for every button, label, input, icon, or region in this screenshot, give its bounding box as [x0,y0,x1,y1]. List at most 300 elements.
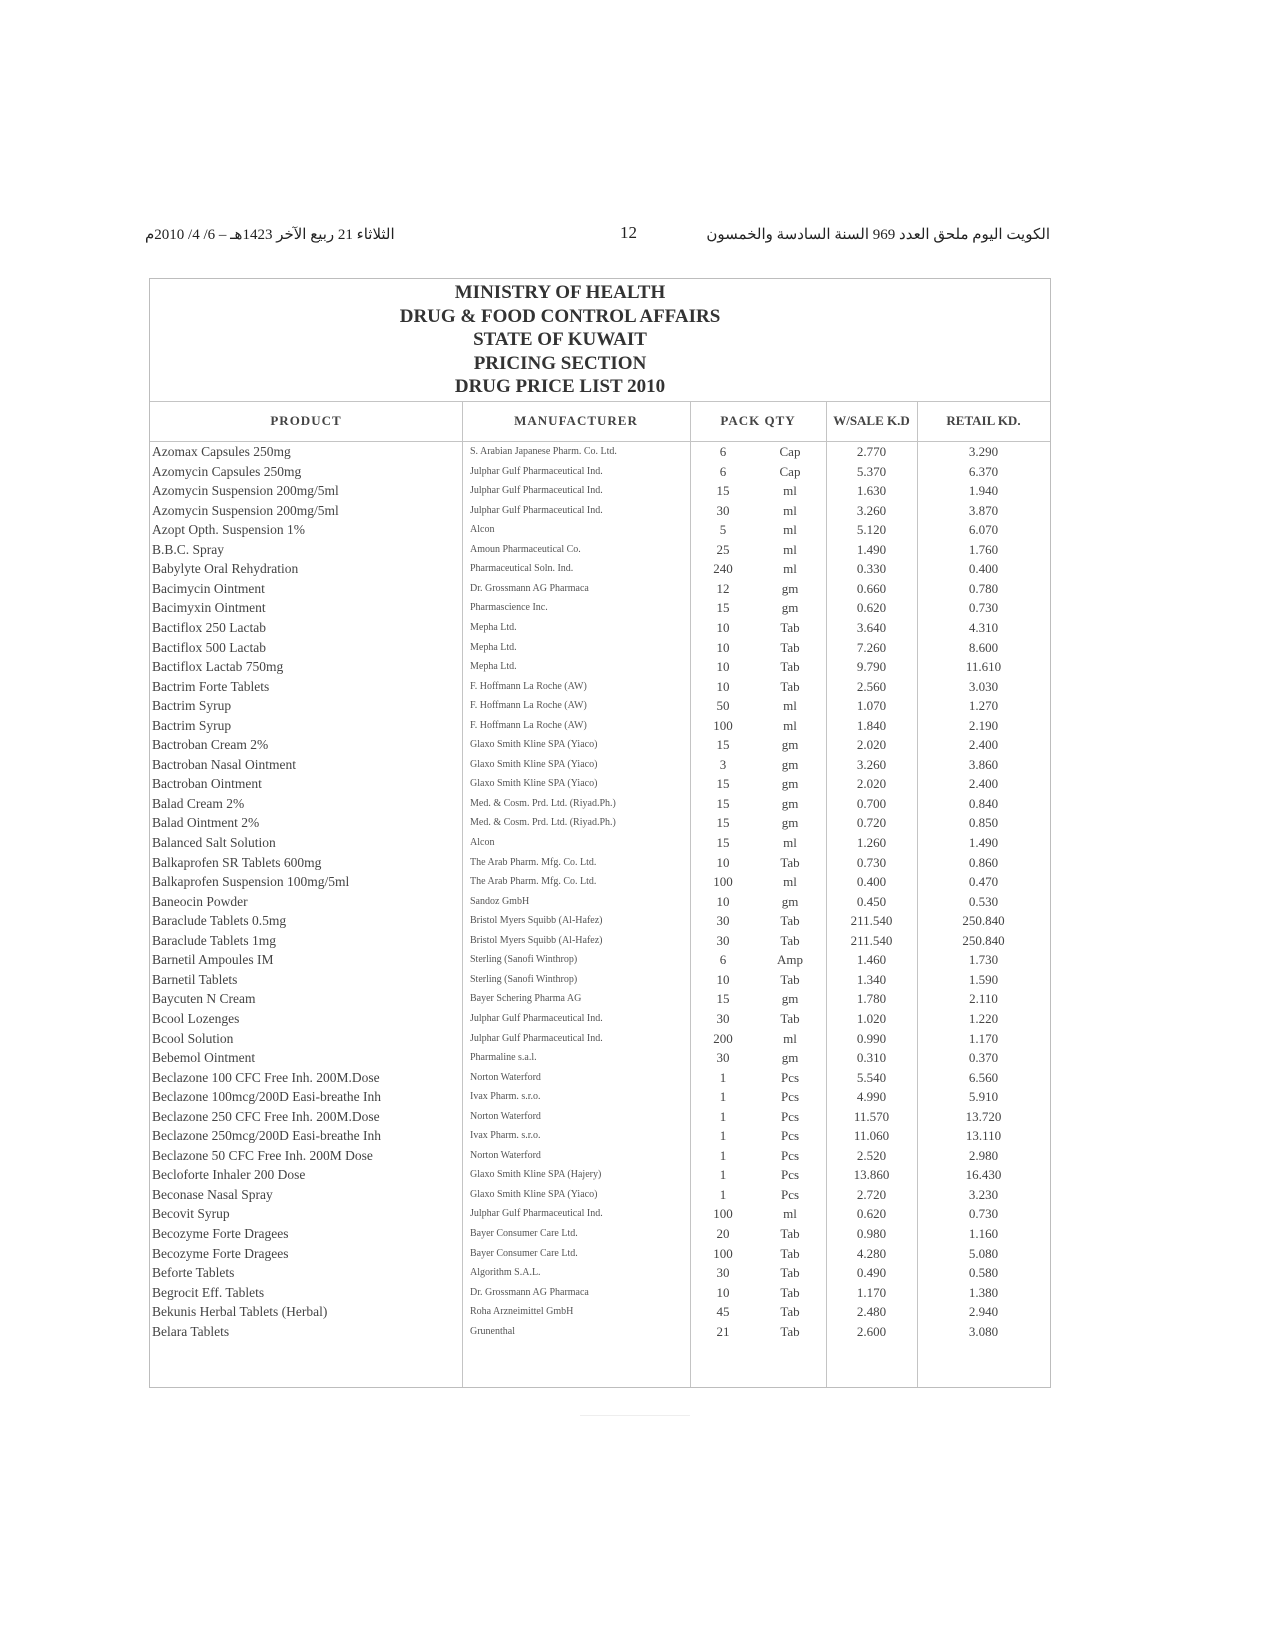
cell-manufacturer: Glaxo Smith Kline SPA (Yiaco) [470,758,598,770]
table-row [150,932,1050,952]
cell-wsale: 0.400 [856,874,887,890]
cell-pack: 15 [716,835,730,850]
cell-wsale: 1.840 [856,717,887,733]
cell-product: Bacimycin Ointment [152,580,265,596]
table-row [150,814,1050,834]
cell-product: B.B.C. Spray [152,541,225,557]
table-row [150,521,1050,541]
cell-product: Bactrim Syrup [152,698,232,714]
cell-unit: Tab [780,971,800,987]
cell-manufacturer: Norton Waterford [470,1110,541,1122]
cell-wsale: 0.990 [856,1030,887,1046]
table-row [150,1030,1050,1050]
table-row [150,599,1050,619]
cell-manufacturer: Alcon [470,524,495,536]
table-row [150,951,1050,971]
cell-product: Babylyte Oral Rehydration [152,561,299,577]
table-row [150,580,1050,600]
cell-manufacturer: Glaxo Smith Kline SPA (Yiaco) [470,739,598,751]
cell-pack: 10 [716,971,730,987]
cell-unit: Tab [780,1323,800,1339]
cell-retail: 2.110 [969,991,998,1007]
cell-retail: 3.860 [968,756,999,772]
table-row [150,756,1050,776]
cell-wsale: 1.260 [856,835,887,850]
cell-manufacturer: Norton Waterford [470,1149,541,1161]
cell-pack: 12 [716,580,730,596]
cell-manufacturer: Roha Arzneimittel GmbH [470,1306,574,1318]
cell-product: Bactiflox 500 Lactab [152,639,266,655]
cell-pack: 6 [719,444,727,459]
cell-wsale: 13.860 [853,1167,890,1183]
cell-product: Bekunis Herbal Tablets (Herbal) [152,1304,328,1320]
cell-pack: 10 [716,619,730,635]
table-row [150,1049,1050,1069]
cell-unit: Pcs [780,1108,800,1124]
cell-wsale: 1.490 [856,541,887,557]
cell-pack: 50 [716,698,730,714]
cell-unit: ml [783,522,797,538]
cell-product: Beclazone 100 CFC Free Inh. 200M.Dose [152,1069,380,1085]
cell-pack: 25 [716,541,730,557]
cell-pack: 10 [716,678,730,694]
cell-retail: 2.190 [968,717,999,733]
cell-retail: 3.290 [968,444,999,459]
cell-unit: Tab [780,1010,800,1026]
cell-wsale: 4.280 [856,1245,887,1261]
table-row [150,1166,1050,1186]
cell-retail: 1.590 [968,971,999,987]
cell-unit: gm [781,795,799,811]
cell-retail: 13.110 [965,1128,1002,1144]
table-row [150,463,1050,483]
cell-unit: ml [783,717,797,733]
cell-manufacturer: Mepha Ltd. [470,641,517,653]
cell-wsale: 0.720 [856,815,887,831]
cell-manufacturer: Amoun Pharmaceutical Co. [470,543,581,555]
cell-manufacturer: Med. & Cosm. Prd. Ltd. (Riyad.Ph.) [470,817,616,829]
cell-unit: ml [783,561,797,577]
table-row [150,1284,1050,1304]
cell-manufacturer: Julphar Gulf Pharmaceutical Ind. [470,1012,603,1024]
cell-unit: ml [783,502,797,518]
cell-unit: Tab [780,678,800,694]
cell-retail: 3.030 [968,678,999,694]
table-row [150,697,1050,717]
cell-product: Baraclude Tablets 0.5mg [152,913,287,929]
cell-wsale: 2.770 [856,444,887,459]
table-row [150,854,1050,874]
table-row [150,834,1050,854]
col-header-product: PRODUCT [270,413,342,428]
cell-wsale: 4.990 [856,1089,887,1105]
cell-retail: 3.230 [968,1186,999,1202]
cell-wsale: 5.120 [856,522,887,538]
cell-pack: 1 [719,1128,727,1144]
cell-pack: 21 [716,1323,730,1339]
cell-pack: 15 [716,737,730,753]
cell-manufacturer: The Arab Pharm. Mfg. Co. Ltd. [470,876,597,888]
cell-unit: ml [783,483,797,499]
table-row [150,1323,1050,1343]
cell-manufacturer: Norton Waterford [470,1071,541,1083]
header-date: الثلاثاء 21 ربيع الآخر 1423هـ – 6/ 4/ 2010م [145,227,395,243]
cell-wsale: 0.330 [856,561,887,577]
cell-unit: Pcs [780,1147,800,1163]
table-row [150,482,1050,502]
cell-pack: 100 [713,1206,733,1222]
cell-manufacturer: Julphar Gulf Pharmaceutical Ind. [470,504,603,516]
cell-wsale: 2.520 [856,1147,887,1163]
cell-wsale: 211.540 [850,913,893,929]
cell-retail: 1.380 [968,1284,999,1300]
cell-wsale: 2.720 [856,1186,887,1202]
cell-retail: 11.610 [965,659,1002,675]
cell-unit: gm [781,580,799,596]
cell-product: Becozyme Forte Dragees [152,1226,289,1241]
cell-retail: 1.170 [968,1030,999,1046]
table-row [150,1088,1050,1108]
cell-product: Azomax Capsules 250mg [152,444,291,459]
cell-retail: 8.600 [968,639,999,655]
cell-pack: 45 [716,1304,730,1320]
cell-unit: Cap [779,463,801,479]
cell-retail: 0.400 [968,561,999,577]
cell-pack: 1 [719,1108,727,1124]
table-row [150,1127,1050,1147]
cell-product: Beclazone 100mcg/200D Easi-breathe Inh [152,1089,382,1105]
table-row [150,1147,1050,1167]
cell-product: Bacimyxin Ointment [152,600,266,616]
table-header [150,401,1050,441]
cell-wsale: 5.540 [856,1069,887,1085]
table-row [150,619,1050,639]
cell-retail: 1.490 [968,835,999,850]
page-header [140,225,1050,249]
cell-wsale: 3.640 [856,619,887,635]
cell-unit: gm [781,776,799,792]
cell-manufacturer: Sterling (Sanofi Winthrop) [470,973,578,985]
cell-wsale: 1.170 [856,1284,887,1300]
cell-retail: 3.870 [968,502,999,518]
cell-retail: 0.780 [968,580,999,596]
table-row [150,443,1050,463]
cell-product: Azomycin Suspension 200mg/5ml [152,483,339,499]
cell-wsale: 0.620 [856,600,887,616]
cell-wsale: 211.540 [850,932,893,948]
cell-unit: ml [783,1030,797,1046]
cell-wsale: 3.260 [856,756,887,772]
cell-unit: ml [783,874,797,890]
cell-pack: 15 [716,600,730,616]
cell-wsale: 2.020 [856,737,887,753]
cell-product: Bcool Lozenges [152,1010,240,1026]
cell-pack: 1 [719,1089,727,1105]
cell-product: Beclazone 50 CFC Free Inh. 200M Dose [152,1147,373,1163]
col-header-pack-qty: PACK QTY [720,413,796,428]
cell-pack: 30 [716,1010,730,1026]
cell-retail: 5.080 [968,1245,999,1261]
cell-wsale: 5.370 [856,463,887,479]
cell-manufacturer: Mepha Ltd. [470,661,517,673]
cell-pack: 30 [716,502,730,518]
table-row [150,1245,1050,1265]
cell-manufacturer: Julphar Gulf Pharmaceutical Ind. [470,1208,603,1220]
cell-product: Azomycin Suspension 200mg/5ml [152,502,339,518]
cell-manufacturer: Julphar Gulf Pharmaceutical Ind. [470,1032,603,1044]
cell-wsale: 9.790 [856,659,887,675]
cell-pack: 240 [713,561,733,577]
cell-product: Bcool Solution [152,1030,234,1046]
cell-manufacturer: Julphar Gulf Pharmaceutical Ind. [470,465,603,477]
cell-wsale: 0.980 [856,1226,887,1241]
cell-unit: Tab [780,619,800,635]
price-list-frame [149,278,1051,1388]
cell-manufacturer: Glaxo Smith Kline SPA (Yiaco) [470,778,598,790]
cell-unit: Tab [780,1226,800,1241]
cell-unit: gm [781,815,799,831]
cell-retail: 13.720 [965,1108,1002,1124]
cell-pack: 1 [719,1069,727,1085]
cell-wsale: 1.070 [856,698,887,714]
cell-retail: 2.980 [968,1147,999,1163]
cell-manufacturer: Grunenthal [470,1325,515,1337]
cell-wsale: 2.600 [856,1323,887,1339]
cell-wsale: 2.480 [856,1304,887,1320]
cell-unit: Tab [780,1304,800,1320]
cell-manufacturer: Bristol Myers Squibb (Al-Hafez) [470,915,603,927]
cell-unit: Tab [780,1265,800,1281]
title-line: DRUG PRICE LIST 2010 [454,376,666,397]
cell-manufacturer: Bayer Consumer Care Ltd. [470,1247,578,1259]
table-row [150,658,1050,678]
cell-manufacturer: Algorithm S.A.L. [470,1267,541,1279]
cell-unit: gm [781,1050,799,1066]
cell-pack: 3 [719,756,727,772]
cell-retail: 0.850 [968,815,999,831]
cell-product: Beclazone 250 CFC Free Inh. 200M.Dose [152,1108,380,1124]
cell-pack: 5 [719,522,727,538]
cell-unit: Pcs [780,1069,800,1085]
cell-wsale: 7.260 [856,639,887,655]
cell-pack: 15 [716,483,730,499]
cell-wsale: 0.700 [856,795,887,811]
cell-unit: Tab [780,1245,800,1261]
cell-unit: gm [781,756,799,772]
cell-pack: 30 [716,932,730,948]
cell-wsale: 3.260 [856,502,887,518]
cell-manufacturer: Med. & Cosm. Prd. Ltd. (Riyad.Ph.) [470,797,616,809]
cell-pack: 30 [716,1050,730,1066]
cell-wsale: 0.310 [856,1050,887,1066]
cell-unit: Tab [780,659,800,675]
cell-product: Balkaprofen SR Tablets 600mg [152,854,322,870]
cell-unit: gm [781,737,799,753]
cell-manufacturer: Alcon [470,837,495,848]
cell-product: Baraclude Tablets 1mg [152,932,277,948]
cell-pack: 100 [713,1245,733,1261]
header-issue: الكويت اليوم ملحق العدد 969 السنة السادسة والخمسون [706,227,1050,243]
cell-wsale: 0.490 [856,1265,887,1281]
table-row [150,912,1050,932]
cell-unit: gm [781,600,799,616]
cell-retail: 0.470 [968,874,999,890]
cell-wsale: 1.780 [856,991,887,1007]
title-line: PRICING SECTION [473,352,647,374]
cell-retail: 0.580 [968,1265,999,1281]
cell-product: Becovit Syrup [152,1206,230,1222]
cell-manufacturer: S. Arabian Japanese Pharm. Co. Ltd. [470,446,617,457]
table-row [150,1108,1050,1128]
cell-product: Beconase Nasal Spray [152,1186,273,1202]
cell-wsale: 1.630 [856,483,887,499]
cell-product: Becloforte Inhaler 200 Dose [152,1167,306,1183]
cell-manufacturer: F. Hoffmann La Roche (AW) [470,719,587,731]
cell-product: Azopt Opth. Suspension 1% [152,522,305,538]
cell-product: Bactroban Nasal Ointment [152,756,296,772]
table-row [150,1205,1050,1225]
cell-manufacturer: Ivax Pharm. s.r.o. [470,1130,541,1142]
cell-wsale: 11.060 [853,1128,890,1144]
cell-product: Bactroban Ointment [152,776,262,792]
cell-unit: Tab [780,913,800,929]
cell-retail: 3.080 [968,1323,999,1339]
cell-manufacturer: Glaxo Smith Kline SPA (Hajery) [470,1169,602,1181]
cell-retail: 6.560 [968,1069,999,1085]
cell-retail: 1.160 [968,1226,999,1241]
cell-wsale: 1.460 [856,952,887,968]
cell-pack: 6 [719,952,727,968]
table-row [150,1225,1050,1245]
cell-pack: 10 [716,893,730,909]
cell-pack: 10 [716,659,730,675]
cell-manufacturer: Mepha Ltd. [470,621,517,633]
title-line: STATE OF KUWAIT [473,329,647,350]
cell-retail: 0.840 [968,795,999,811]
cell-manufacturer: Bayer Consumer Care Ltd. [470,1228,578,1239]
cell-product: Azomycin Capsules 250mg [152,463,302,479]
cell-product: Becozyme Forte Dragees [152,1245,289,1261]
cell-retail: 1.940 [968,483,999,499]
cell-retail: 2.400 [968,737,999,753]
cell-manufacturer: Pharmaceutical Soln. Ind. [470,563,574,575]
cell-unit: Pcs [780,1167,800,1183]
cell-product: Baycuten N Cream [152,991,256,1007]
cell-retail: 2.400 [968,776,999,792]
cell-product: Bactrim Syrup [152,717,232,733]
scan-artifact [580,1415,690,1416]
cell-manufacturer: The Arab Pharm. Mfg. Co. Ltd. [470,856,597,868]
cell-product: Baneocin Powder [152,893,248,909]
cell-manufacturer: Pharmascience Inc. [470,602,548,614]
cell-unit: gm [781,991,799,1007]
cell-wsale: 0.450 [856,893,887,909]
table-row [150,1010,1050,1030]
cell-retail: 16.430 [965,1167,1002,1183]
table-row [150,971,1050,991]
cell-pack: 30 [716,1265,730,1281]
cell-retail: 0.530 [968,893,999,909]
cell-pack: 15 [716,776,730,792]
col-header-manufacturer: MANUFACTURER [514,413,638,428]
cell-product: Bactrim Forte Tablets [152,678,270,694]
table-row [150,1264,1050,1284]
cell-product: Balkaprofen Suspension 100mg/5ml [152,874,350,890]
cell-retail: 0.730 [968,1206,999,1222]
cell-manufacturer: Dr. Grossmann AG Pharmaca [470,1286,589,1298]
cell-pack: 1 [719,1167,727,1183]
cell-wsale: 0.620 [856,1206,887,1222]
cell-retail: 4.310 [968,619,999,635]
table-row [150,795,1050,815]
cell-wsale: 2.020 [856,776,887,792]
cell-wsale: 1.340 [856,971,887,987]
cell-unit: ml [783,1206,797,1222]
cell-unit: Pcs [780,1089,800,1105]
cell-manufacturer: Bayer Schering Pharma AG [470,993,582,1005]
cell-unit: Tab [780,854,800,870]
cell-unit: Tab [780,932,800,948]
cell-retail: 2.940 [968,1304,999,1320]
cell-retail: 1.730 [968,952,999,968]
cell-pack: 1 [719,1186,727,1202]
cell-wsale: 11.570 [853,1108,890,1124]
table-row [150,502,1050,522]
cell-product: Begrocit Eff. Tablets [152,1284,265,1300]
cell-pack: 1 [719,1147,727,1163]
cell-manufacturer: Ivax Pharm. s.r.o. [470,1091,541,1103]
cell-manufacturer: Glaxo Smith Kline SPA (Yiaco) [470,1188,598,1200]
cell-wsale: 0.730 [856,854,887,870]
table-row [150,541,1050,561]
cell-pack: 10 [716,1284,730,1300]
cell-unit: Tab [780,639,800,655]
page-number: 12 [620,223,637,242]
table-row [150,1069,1050,1089]
cell-pack: 15 [716,795,730,811]
table-row [150,736,1050,756]
document-title [150,281,1050,399]
cell-retail: 250.840 [962,932,1005,948]
table-row [150,639,1050,659]
cell-retail: 0.370 [968,1050,999,1066]
cell-wsale: 1.020 [856,1010,887,1026]
cell-pack: 200 [713,1030,733,1046]
cell-unit: Tab [780,1284,800,1300]
cell-product: Bactiflox 250 Lactab [152,619,266,635]
cell-wsale: 2.560 [856,678,887,694]
cell-pack: 15 [716,815,730,831]
cell-unit: Pcs [780,1186,800,1202]
col-header-retail: RETAIL KD. [946,413,1021,428]
header-rule [150,441,1050,442]
title-line: MINISTRY OF HEALTH [454,282,666,303]
cell-manufacturer: Julphar Gulf Pharmaceutical Ind. [470,485,603,497]
cell-retail: 6.070 [968,522,999,538]
cell-unit: ml [783,541,797,557]
cell-unit: Cap [779,444,801,459]
cell-product: Barnetil Ampoules IM [152,952,274,968]
cell-product: Beclazone 250mcg/200D Easi-breathe Inh [152,1128,382,1144]
cell-manufacturer: Pharmaline s.a.l. [470,1052,537,1064]
cell-unit: ml [783,698,797,714]
cell-retail: 6.370 [968,463,999,479]
cell-retail: 0.860 [968,854,999,870]
cell-product: Belara Tablets [152,1323,230,1339]
table-row [150,1186,1050,1206]
cell-product: Balanced Salt Solution [152,835,276,850]
cell-pack: 20 [716,1226,730,1241]
